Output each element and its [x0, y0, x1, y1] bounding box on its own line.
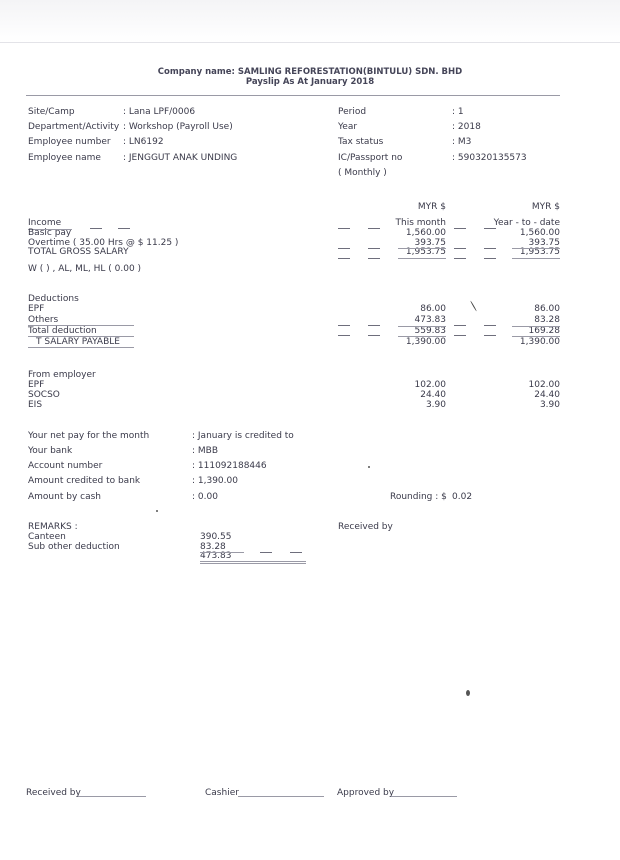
remark-label: Canteen — [28, 532, 66, 542]
income-row-ytd: 1,560.00 — [519, 228, 560, 238]
info-value: : Workshop (Payroll Use) — [123, 122, 233, 132]
dash-mark — [484, 248, 496, 249]
scan-speck — [156, 510, 158, 512]
dash-mark — [290, 552, 302, 553]
others-underline — [28, 325, 134, 326]
column-this-month: This month — [395, 218, 446, 228]
remark-subtotal-rule — [200, 552, 244, 553]
dash-mark — [454, 248, 466, 249]
payment-value: : 0.00 — [192, 492, 218, 502]
deduction-row-month: 559.83 — [414, 326, 446, 336]
remark-value: 390.55 — [200, 532, 232, 542]
info-value: : 2018 — [452, 122, 481, 132]
employer-row-label: EIS — [28, 400, 43, 410]
dash-mark — [454, 228, 466, 229]
dash-mark — [338, 325, 350, 326]
employer-row-ytd: 24.40 — [534, 390, 560, 400]
dash-mark — [484, 228, 496, 229]
signature-received-label: Received by — [26, 788, 81, 798]
dash-mark — [338, 228, 350, 229]
employer-row-label: EPF — [28, 380, 45, 390]
info-value: : 590320135573 — [452, 153, 527, 163]
total-deduction-underline — [28, 336, 134, 337]
income-row-ytd: 1,953.75 — [519, 247, 560, 257]
net-salary-underline — [28, 347, 134, 348]
column-year-to-date: Year - to - date — [493, 218, 560, 228]
info-label: Period — [338, 107, 367, 117]
header-divider — [26, 95, 560, 96]
leave-summary: W ( ) , AL, ML, HL ( 0.00 ) — [28, 264, 142, 274]
remarks-heading: REMARKS : — [28, 522, 78, 532]
remarks-received-by: Received by — [338, 522, 393, 532]
dash-mark — [454, 325, 466, 326]
employer-heading: From employer — [28, 370, 96, 380]
dash-mark — [368, 325, 380, 326]
dash-mark — [338, 335, 350, 336]
rounding-value: 0.02 — [452, 492, 473, 502]
net-salary-month: 1,390.00 — [405, 337, 446, 347]
payment-label: Account number — [28, 461, 103, 471]
total-rule — [398, 336, 446, 337]
payment-value: : 111092188446 — [192, 461, 267, 471]
dash-mark — [338, 248, 350, 249]
deduction-row-month: 86.00 — [420, 304, 446, 314]
subtotal-rule — [512, 248, 560, 249]
currency-ytd: MYR $ — [531, 202, 560, 212]
payment-label: Amount credited to bank — [28, 476, 141, 486]
deductions-heading: Deductions — [28, 294, 79, 304]
dash-mark — [90, 228, 102, 229]
income-row-month: 1,953.75 — [405, 247, 446, 257]
remark-total: 473.83 — [200, 551, 232, 561]
info-label: Employee name — [28, 153, 101, 163]
deduction-row-ytd: 86.00 — [534, 304, 560, 314]
info-label: IC/Passport no — [338, 153, 403, 163]
info-label: Site/Camp — [28, 107, 75, 117]
signature-cashier-label: Cashier — [205, 788, 239, 798]
payment-label: Your net pay for the month — [28, 431, 150, 441]
subtotal-rule — [398, 248, 446, 249]
signature-approved-line — [391, 796, 457, 797]
employer-row-ytd: 102.00 — [528, 380, 560, 390]
dash-mark — [368, 258, 380, 259]
payment-label: Your bank — [28, 446, 73, 456]
dash-mark — [118, 228, 130, 229]
info-label: Tax status — [338, 137, 384, 147]
subtotal-rule — [398, 326, 446, 327]
employer-row-month: 3.90 — [425, 400, 446, 410]
dash-mark — [368, 335, 380, 336]
income-row-ytd: 393.75 — [528, 238, 560, 248]
payment-value: : 1,390.00 — [192, 476, 238, 486]
employer-row-month: 102.00 — [414, 380, 446, 390]
dash-mark — [338, 258, 350, 259]
dash-mark — [260, 552, 272, 553]
subtotal-rule — [512, 326, 560, 327]
company-name: Company name: SAMLING REFORESTATION(BINTULU) SDN. BHD — [157, 67, 463, 77]
income-row-label: Basic pay — [28, 228, 72, 238]
income-row-month: 393.75 — [414, 238, 446, 248]
dash-mark — [484, 258, 496, 259]
employer-row-month: 24.40 — [420, 390, 446, 400]
income-heading: Income — [28, 218, 62, 228]
dash-mark — [368, 248, 380, 249]
payment-label: Amount by cash — [28, 492, 101, 502]
scan-speck — [470, 301, 477, 312]
info-value: : 1 — [452, 107, 464, 117]
income-row-month: 1,560.00 — [405, 228, 446, 238]
employer-row-label: SOCSO — [28, 390, 60, 400]
dash-mark — [454, 258, 466, 259]
info-value: : Lana LPF/0006 — [123, 107, 196, 117]
scan-speck — [368, 466, 370, 468]
remark-value: 83.28 — [200, 542, 226, 552]
info-label: Employee number — [28, 137, 111, 147]
deduction-row-ytd: 83.28 — [534, 315, 560, 325]
income-row-label: Overtime ( 35.00 Hrs @ $ 11.25 ) — [28, 238, 179, 248]
total-rule — [512, 336, 560, 337]
signature-received-line — [78, 796, 146, 797]
dash-mark — [454, 335, 466, 336]
total-rule — [398, 258, 446, 259]
total-rule — [512, 258, 560, 259]
remark-total-rule — [200, 563, 306, 564]
scan-speck — [466, 690, 470, 696]
deduction-row-month: 473.83 — [414, 315, 446, 325]
info-value: : JENGGUT ANAK UNDING — [123, 153, 238, 163]
deduction-row-label: Total deduction — [28, 326, 97, 336]
info-label: Year — [338, 122, 358, 132]
info-value: : LN6192 — [123, 137, 164, 147]
info-value: : M3 — [452, 137, 472, 147]
deduction-row-label: EPF — [28, 304, 45, 314]
net-salary-ytd: 1,390.00 — [519, 337, 560, 347]
payment-value: : MBB — [192, 446, 219, 456]
page-top-edge — [0, 42, 620, 43]
payslip-title: Payslip As At January 2018 — [245, 77, 375, 87]
dash-mark — [484, 325, 496, 326]
employer-row-ytd: 3.90 — [539, 400, 560, 410]
rounding-label: Rounding : $ — [390, 492, 447, 502]
dash-mark — [484, 335, 496, 336]
currency-month: MYR $ — [417, 202, 446, 212]
signature-approved-label: Approved by — [337, 788, 395, 798]
info-label: Department/Activity — [28, 122, 120, 132]
remark-total-rule — [200, 561, 306, 562]
remark-label: Sub other deduction — [28, 542, 120, 552]
deduction-row-ytd: 169.28 — [528, 326, 560, 336]
scan-shading — [0, 0, 620, 42]
payment-value: : January is credited to — [192, 431, 294, 441]
income-row-label: TOTAL GROSS SALARY — [28, 247, 129, 257]
deduction-row-label: Others — [28, 315, 59, 325]
signature-cashier-line — [238, 796, 324, 797]
net-salary-label: T SALARY PAYABLE — [36, 337, 120, 347]
dash-mark — [368, 228, 380, 229]
monthly-note: ( Monthly ) — [338, 168, 387, 178]
